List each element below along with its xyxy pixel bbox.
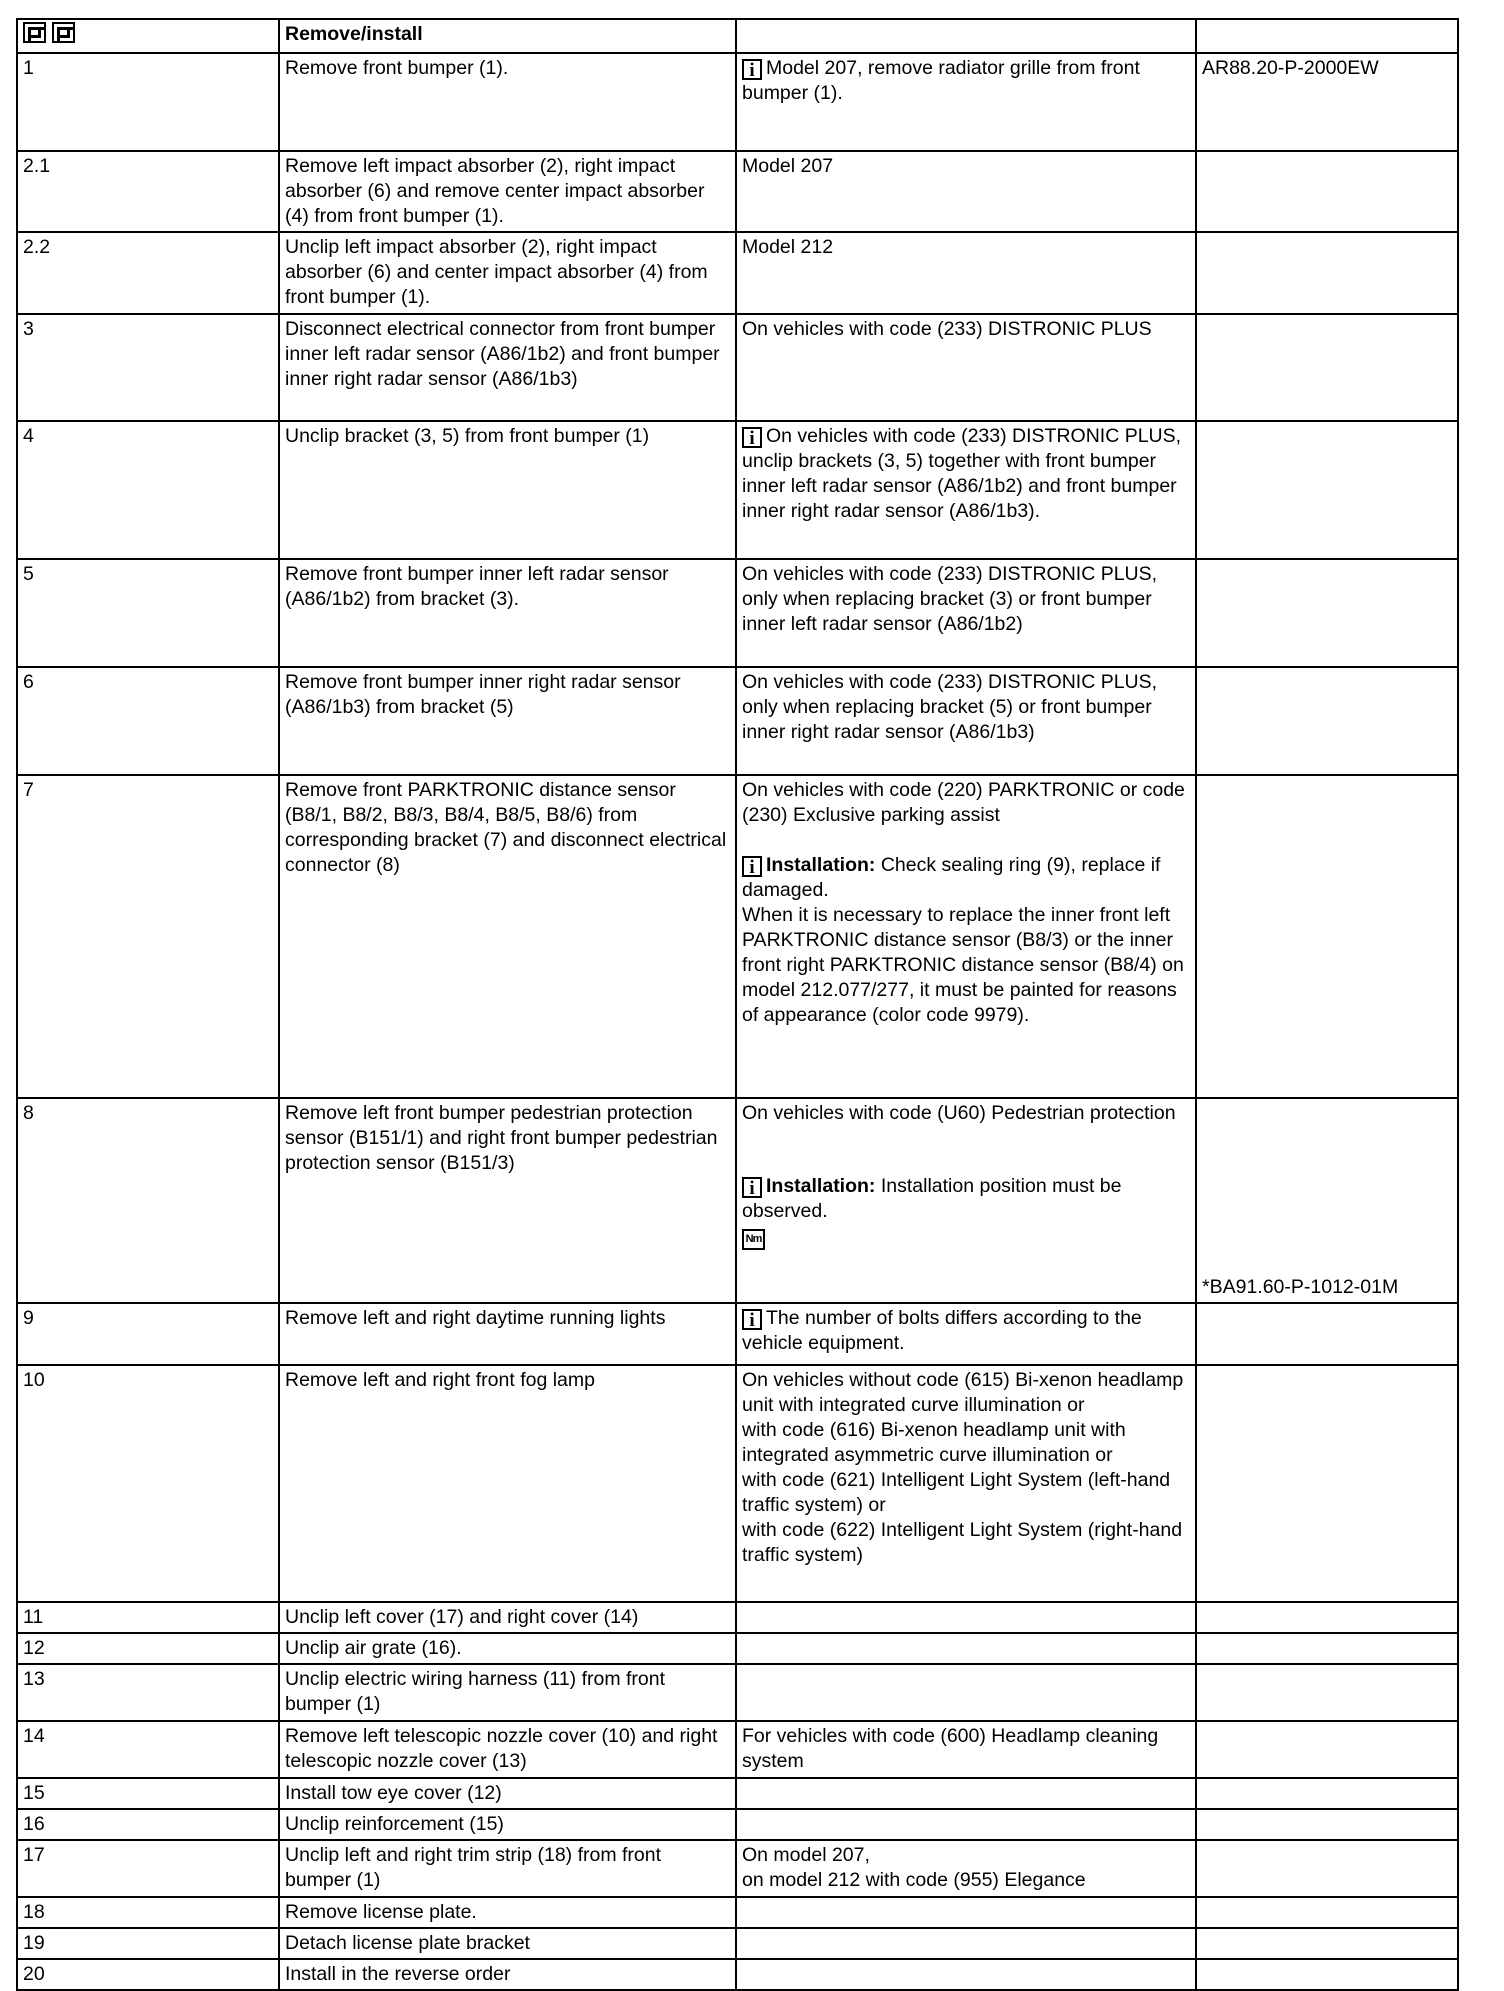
table-row	[17, 1365, 1458, 1602]
table-row	[17, 1840, 1458, 1897]
step-note	[736, 1959, 1196, 1990]
step-note: On vehicles with code (233) DISTRONIC PLUS, only when replacing bracket (3) or front bumper inner left radar sensor (A86/1b2)	[736, 559, 1196, 667]
step-number: 2.1	[17, 151, 279, 232]
note-line: On model 207,	[742, 1844, 870, 1866]
step-number: 5	[17, 559, 279, 667]
table-row	[17, 1098, 1458, 1303]
installation-note: i Installation: Check sealing ring (9), replace if damaged.	[742, 854, 1161, 901]
step-reference	[1196, 421, 1458, 559]
table-row	[17, 232, 1458, 314]
step-action: Install tow eye cover (12)	[279, 1778, 736, 1809]
step-reference	[1196, 232, 1458, 314]
step-number: 4	[17, 421, 279, 559]
step-note	[736, 1098, 1196, 1303]
table-row	[17, 1721, 1458, 1778]
step-reference	[1196, 1633, 1458, 1664]
step-number: 8	[17, 1098, 279, 1303]
table-row	[17, 53, 1458, 151]
step-number: 11	[17, 1602, 279, 1633]
info-icon[interactable]: i	[742, 856, 762, 877]
table-row	[17, 1303, 1458, 1365]
step-action: Remove front bumper (1).	[279, 53, 736, 151]
step-note	[736, 1633, 1196, 1664]
table-row	[17, 1602, 1458, 1633]
step-action: Install in the reverse order	[279, 1959, 736, 1990]
step-action: Unclip reinforcement (15)	[279, 1809, 736, 1840]
table-row	[17, 667, 1458, 775]
table-row	[17, 1633, 1458, 1664]
step-action: Unclip left and right trim strip (18) from front bumper (1)	[279, 1840, 736, 1897]
step-note	[736, 1897, 1196, 1928]
step-note-applicability: On vehicles with code (U60) Pedestrian protection	[742, 1102, 1176, 1124]
step-number: 12	[17, 1633, 279, 1664]
procedure-sheet	[16, 18, 1457, 1991]
table-row	[17, 1928, 1458, 1959]
step-number: 3	[17, 314, 279, 421]
step-note	[736, 1778, 1196, 1809]
table-row	[17, 421, 1458, 559]
step-number: 17	[17, 1840, 279, 1897]
procedure-table	[16, 18, 1459, 1991]
step-note	[736, 1602, 1196, 1633]
step-reference	[1196, 151, 1458, 232]
step-note: On vehicles with code (233) DISTRONIC PLUS, only when replacing bracket (5) or front bumper inner right radar sensor (A86/1b3)	[736, 667, 1196, 775]
header-row	[17, 19, 1458, 53]
step-reference	[1196, 1365, 1458, 1602]
step-note: i On vehicles with code (233) DISTRONIC PLUS, unclip brackets (3, 5) together with front bumper inner left radar sensor (A86/1b2) and front bumper inner right radar sensor (A86/1b3).	[736, 421, 1196, 559]
step-number: 14	[17, 1721, 279, 1778]
paint-note: When it is necessary to replace the inner front left PARKTRONIC distance sensor (B8/3) or the inner front right PARKTRONIC distance sensor (B8/4) on model 212.077/277, it must be painted for reasons of appearance (color code 9979).	[742, 904, 1184, 1026]
step-number: 20	[17, 1959, 279, 1990]
table-row	[17, 1809, 1458, 1840]
table-row	[17, 559, 1458, 667]
header-empty-3	[736, 19, 1196, 53]
step-note	[736, 1840, 1196, 1897]
step-reference	[1196, 775, 1458, 1098]
step-note: i Model 207, remove radiator grille from front bumper (1).	[736, 53, 1196, 151]
step-reference	[1196, 1840, 1458, 1897]
step-note: Model 207	[736, 151, 1196, 232]
note-line: with code (622) Intelligent Light System (right-hand traffic system)	[742, 1519, 1183, 1566]
spacer	[742, 1126, 1191, 1174]
step-number: 16	[17, 1809, 279, 1840]
step-note	[736, 1664, 1196, 1721]
step-action: Remove left telescopic nozzle cover (10) and right telescopic nozzle cover (13)	[279, 1721, 736, 1778]
step-action: Unclip air grate (16).	[279, 1633, 736, 1664]
step-reference	[1196, 1959, 1458, 1990]
step-action: Remove left front bumper pedestrian protection sensor (B151/1) and right front bumper pedestrian protection sensor (B151/3)	[279, 1098, 736, 1303]
step-note: Model 212	[736, 232, 1196, 314]
step-reference	[1196, 667, 1458, 775]
step-action: Unclip electric wiring harness (11) from front bumper (1)	[279, 1664, 736, 1721]
step-number: 13	[17, 1664, 279, 1721]
step-number: 9	[17, 1303, 279, 1365]
step-reference	[1196, 1897, 1458, 1928]
collapse-all-icon[interactable]	[52, 22, 75, 43]
step-action: Remove front bumper inner left radar sensor (A86/1b2) from bracket (3).	[279, 559, 736, 667]
step-action: Remove license plate.	[279, 1897, 736, 1928]
torque-nm-icon[interactable]: Nm	[742, 1229, 765, 1250]
step-action: Unclip left cover (17) and right cover (14)	[279, 1602, 736, 1633]
step-number: 7	[17, 775, 279, 1098]
info-icon[interactable]: i	[742, 427, 762, 448]
expand-all-icon[interactable]	[23, 22, 46, 43]
step-action: Remove left impact absorber (2), right impact absorber (6) and remove center impact absorber (4) from front bumper (1).	[279, 151, 736, 232]
step-note-applicability: On vehicles with code (220) PARKTRONIC or code (230) Exclusive parking assist	[742, 779, 1185, 826]
note-line: with code (621) Intelligent Light System (left-hand traffic system) or	[742, 1469, 1171, 1516]
step-reference	[1196, 1721, 1458, 1778]
table-row	[17, 775, 1458, 1098]
step-reference	[1196, 314, 1458, 421]
note-line: on model 212 with code (955) Elegance	[742, 1869, 1086, 1891]
installation-note: i Installation: Installation position must be observed.	[742, 1175, 1122, 1222]
step-note	[736, 1809, 1196, 1840]
step-number: 18	[17, 1897, 279, 1928]
step-action: Unclip left impact absorber (2), right impact absorber (6) and center impact absorber (4) from front bumper (1).	[279, 232, 736, 314]
step-reference	[1196, 559, 1458, 667]
step-note	[736, 1928, 1196, 1959]
step-number: 15	[17, 1778, 279, 1809]
info-icon[interactable]: i	[742, 1309, 762, 1330]
step-action: Remove left and right daytime running lights	[279, 1303, 736, 1365]
info-icon[interactable]: i	[742, 1177, 762, 1198]
step-reference	[1196, 1664, 1458, 1721]
step-number: 10	[17, 1365, 279, 1602]
torque-row	[742, 1224, 1191, 1250]
step-reference[interactable]: AR88.20-P-2000EW	[1196, 53, 1458, 151]
step-action: Unclip bracket (3, 5) from front bumper (1)	[279, 421, 736, 559]
step-reference	[1196, 1098, 1458, 1303]
table-row	[17, 1959, 1458, 1990]
note-line: with code (616) Bi-xenon headlamp unit with integrated asymmetric curve illumination or	[742, 1419, 1126, 1466]
step-note: For vehicles with code (600) Headlamp cleaning system	[736, 1721, 1196, 1778]
table-row	[17, 1664, 1458, 1721]
step-note: i The number of bolts differs according to the vehicle equipment.	[736, 1303, 1196, 1365]
step-number: 19	[17, 1928, 279, 1959]
spacer	[742, 828, 1191, 853]
step-note: On vehicles with code (233) DISTRONIC PLUS	[736, 314, 1196, 421]
table-row	[17, 314, 1458, 421]
step-reference	[1196, 1928, 1458, 1959]
step-action: Detach license plate bracket	[279, 1928, 736, 1959]
step-note	[736, 775, 1196, 1098]
step-action: Remove front bumper inner right radar sensor (A86/1b3) from bracket (5)	[279, 667, 736, 775]
table-row	[17, 151, 1458, 232]
note-line: On vehicles without code (615) Bi-xenon headlamp unit with integrated curve illumination or	[742, 1369, 1184, 1416]
step-number: 2.2	[17, 232, 279, 314]
header-empty-4	[1196, 19, 1458, 53]
step-number: 1	[17, 53, 279, 151]
header-title: Remove/install	[279, 19, 736, 53]
torque-reference-link[interactable]: *BA91.60-P-1012-01M	[1202, 1276, 1399, 1298]
step-reference	[1196, 1778, 1458, 1809]
step-action: Disconnect electrical connector from front bumper inner left radar sensor (A86/1b2) and front bumper inner right radar sensor (A86/1b3)	[279, 314, 736, 421]
step-number: 6	[17, 667, 279, 775]
header-icons-cell	[17, 19, 279, 53]
step-reference	[1196, 1809, 1458, 1840]
step-action: Remove front PARKTRONIC distance sensor (B8/1, B8/2, B8/3, B8/4, B8/5, B8/6) from corresponding bracket (7) and disconnect electrical connector (8)	[279, 775, 736, 1098]
step-reference	[1196, 1303, 1458, 1365]
info-icon[interactable]: i	[742, 59, 762, 80]
table-row	[17, 1778, 1458, 1809]
step-action: Remove left and right front fog lamp	[279, 1365, 736, 1602]
step-reference	[1196, 1602, 1458, 1633]
step-note	[736, 1365, 1196, 1602]
table-row	[17, 1897, 1458, 1928]
